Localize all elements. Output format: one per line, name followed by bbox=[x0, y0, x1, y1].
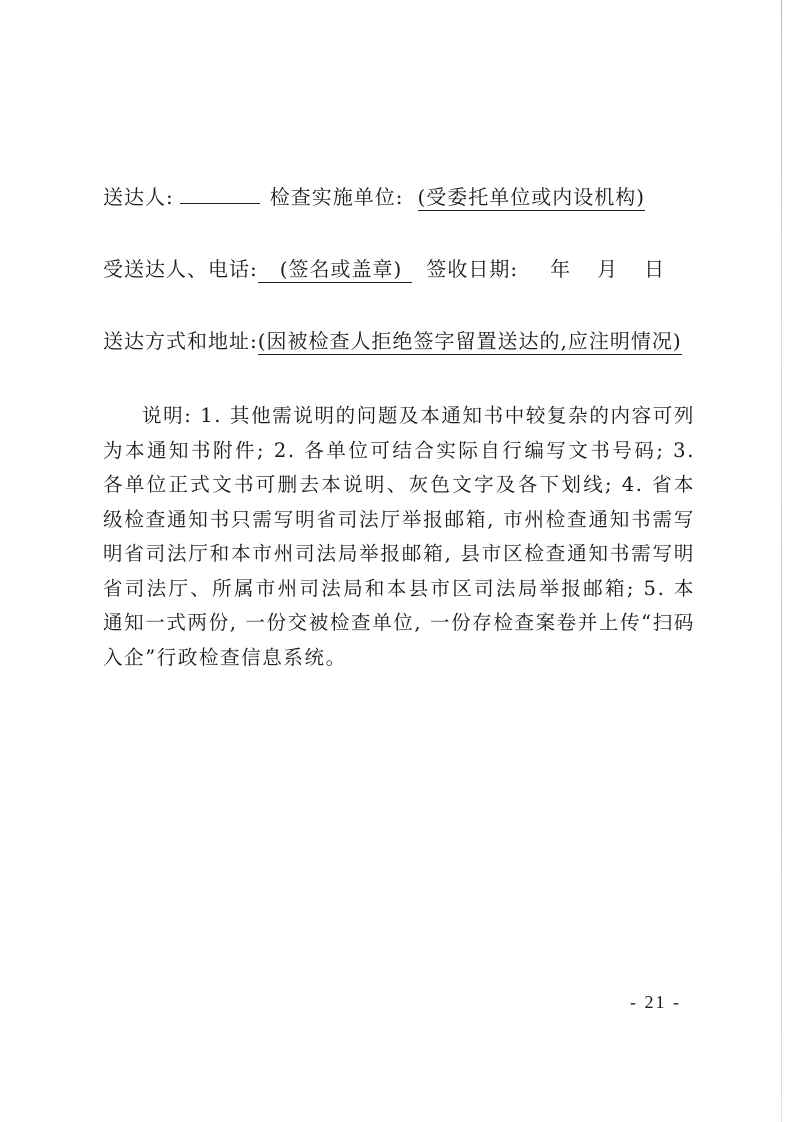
recipient-row bbox=[103, 255, 665, 283]
inspect-unit-label: 检查实施单位: bbox=[269, 185, 404, 209]
sender-blank bbox=[180, 185, 260, 204]
recipient-hint: (签名或盖章) bbox=[279, 257, 403, 281]
receipt-date-label: 签收日期: bbox=[426, 257, 519, 281]
page-number: - 21 - bbox=[630, 992, 681, 1012]
day-label: 日 bbox=[644, 257, 666, 281]
sender-row bbox=[103, 183, 645, 211]
year-label: 年 bbox=[550, 257, 572, 281]
method-hint: (因被检查人拒绝签字留置送达的,应注明情况) bbox=[257, 329, 682, 353]
month-label: 月 bbox=[597, 257, 619, 281]
scan-edge-line bbox=[781, 0, 782, 1122]
recipient-signature bbox=[258, 257, 413, 283]
method-label: 送达方式和地址: bbox=[103, 329, 258, 353]
sender-label: 送达人: bbox=[103, 185, 174, 209]
inspect-unit-hint: (受委托单位或内设机构) bbox=[417, 185, 646, 209]
recipient-label: 受送达人、电话: bbox=[103, 257, 258, 281]
explanation-paragraph: 说明: 1. 其他需说明的问题及本通知书中较复杂的内容可列为本通知书附件; 2. 各单位可结合实际自行编写文书号码; 3. 各单位正式文书可删去本说明、灰色文字及各下划线; 4. 省本级检查通知书只需写明省司法厅举报邮箱, 市州检查通知书需写明省司法厅和本市州司法局举报邮箱, 县市区检查通知书需写明省司法厅、所属市州司法局和本县市区司法局举报邮箱; 5. 本通知一式两份, 一份交被检查单位, 一份存检查案卷并上传“扫码入企”行政检查信息系统。 bbox=[103, 404, 695, 669]
method-row bbox=[103, 327, 682, 355]
